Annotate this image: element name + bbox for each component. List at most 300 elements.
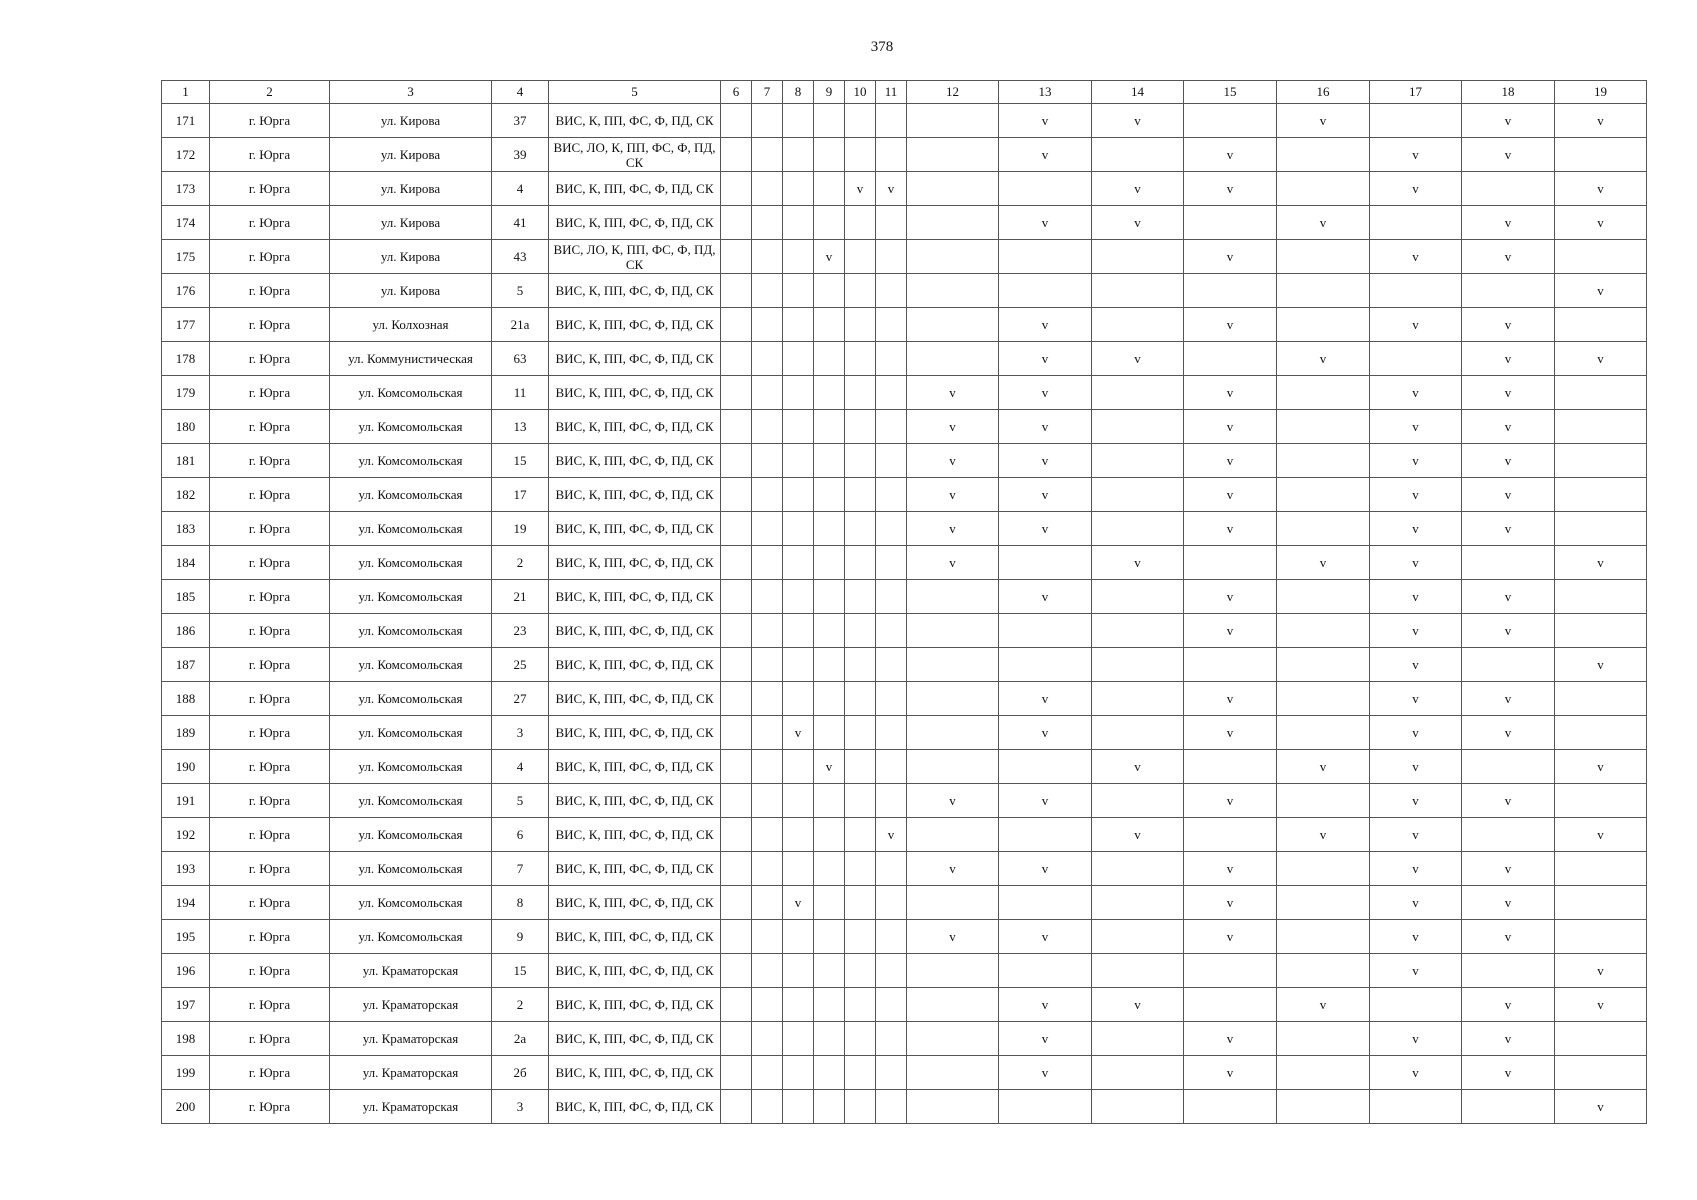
check-mark-cell: v (1370, 512, 1462, 546)
empty-cell (1555, 240, 1647, 274)
city-cell: г. Юрга (210, 1056, 330, 1090)
empty-cell (907, 1090, 999, 1124)
empty-cell (845, 682, 876, 716)
table-row (162, 1056, 1647, 1090)
check-mark-cell: v (1370, 920, 1462, 954)
empty-cell (999, 614, 1092, 648)
empty-cell (1092, 1090, 1184, 1124)
empty-cell (876, 614, 907, 648)
column-header: 16 (1277, 81, 1370, 104)
house-number-cell: 43 (492, 240, 549, 274)
empty-cell (721, 818, 752, 852)
check-mark-cell: v (907, 478, 999, 512)
empty-cell (1184, 104, 1277, 138)
check-mark-cell: v (1277, 818, 1370, 852)
check-mark-cell: v (1184, 682, 1277, 716)
table-row (162, 886, 1647, 920)
empty-cell (721, 682, 752, 716)
empty-cell (845, 104, 876, 138)
column-header: 13 (999, 81, 1092, 104)
check-mark-cell: v (1555, 206, 1647, 240)
check-mark-cell: v (1184, 240, 1277, 274)
row-number-cell: 181 (162, 444, 210, 478)
empty-cell (814, 580, 845, 614)
empty-cell (999, 274, 1092, 308)
check-mark-cell: v (1370, 750, 1462, 784)
empty-cell (721, 410, 752, 444)
empty-cell (721, 172, 752, 206)
check-mark-cell: v (845, 172, 876, 206)
check-mark-cell: v (907, 546, 999, 580)
empty-cell (999, 750, 1092, 784)
street-cell: ул. Комсомольская (330, 410, 492, 444)
data-table (161, 80, 1647, 1124)
empty-cell (1277, 920, 1370, 954)
empty-cell (783, 954, 814, 988)
check-mark-cell: v (1092, 172, 1184, 206)
city-cell: г. Юрга (210, 614, 330, 648)
work-types-cell: ВИС, К, ПП, ФС, Ф, ПД, СК (549, 716, 721, 750)
empty-cell (999, 818, 1092, 852)
empty-cell (1370, 988, 1462, 1022)
empty-cell (876, 1056, 907, 1090)
empty-cell (752, 954, 783, 988)
check-mark-cell: v (999, 444, 1092, 478)
empty-cell (783, 274, 814, 308)
empty-cell (783, 988, 814, 1022)
check-mark-cell: v (1092, 750, 1184, 784)
check-mark-cell: v (907, 410, 999, 444)
empty-cell (783, 1056, 814, 1090)
check-mark-cell: v (1092, 104, 1184, 138)
check-mark-cell: v (876, 818, 907, 852)
empty-cell (1277, 410, 1370, 444)
empty-cell (814, 886, 845, 920)
empty-cell (814, 342, 845, 376)
row-number-cell: 192 (162, 818, 210, 852)
empty-cell (752, 376, 783, 410)
work-types-cell: ВИС, К, ПП, ФС, Ф, ПД, СК (549, 274, 721, 308)
table-row (162, 818, 1647, 852)
row-number-cell: 179 (162, 376, 210, 410)
empty-cell (1555, 614, 1647, 648)
city-cell: г. Юрга (210, 376, 330, 410)
check-mark-cell: v (1462, 478, 1555, 512)
empty-cell (752, 1056, 783, 1090)
check-mark-cell: v (1277, 546, 1370, 580)
empty-cell (1555, 138, 1647, 172)
table-row (162, 546, 1647, 580)
work-types-cell: ВИС, К, ПП, ФС, Ф, ПД, СК (549, 308, 721, 342)
empty-cell (1092, 784, 1184, 818)
check-mark-cell: v (1462, 988, 1555, 1022)
page-number: 378 (870, 39, 894, 55)
work-types-cell: ВИС, К, ПП, ФС, Ф, ПД, СК (549, 682, 721, 716)
empty-cell (876, 376, 907, 410)
house-number-cell: 2б (492, 1056, 549, 1090)
empty-cell (845, 818, 876, 852)
row-number-cell: 176 (162, 274, 210, 308)
check-mark-cell: v (1370, 682, 1462, 716)
city-cell: г. Юрга (210, 410, 330, 444)
column-header: 17 (1370, 81, 1462, 104)
table-row (162, 138, 1647, 172)
empty-cell (1277, 580, 1370, 614)
empty-cell (814, 478, 845, 512)
empty-cell (814, 138, 845, 172)
empty-cell (752, 648, 783, 682)
empty-cell (1277, 1090, 1370, 1124)
check-mark-cell: v (1184, 784, 1277, 818)
check-mark-cell: v (1370, 172, 1462, 206)
empty-cell (1184, 274, 1277, 308)
empty-cell (752, 988, 783, 1022)
empty-cell (1370, 342, 1462, 376)
table-row (162, 206, 1647, 240)
check-mark-cell: v (999, 512, 1092, 546)
work-types-cell: ВИС, К, ПП, ФС, Ф, ПД, СК (549, 886, 721, 920)
empty-cell (845, 988, 876, 1022)
city-cell: г. Юрга (210, 274, 330, 308)
empty-cell (1092, 614, 1184, 648)
row-number-cell: 193 (162, 852, 210, 886)
empty-cell (907, 716, 999, 750)
empty-cell (721, 104, 752, 138)
empty-cell (845, 342, 876, 376)
empty-cell (907, 818, 999, 852)
column-header: 7 (752, 81, 783, 104)
check-mark-cell: v (1184, 478, 1277, 512)
empty-cell (1092, 444, 1184, 478)
street-cell: ул. Комсомольская (330, 648, 492, 682)
row-number-cell: 199 (162, 1056, 210, 1090)
check-mark-cell: v (1370, 954, 1462, 988)
column-header: 3 (330, 81, 492, 104)
empty-cell (752, 784, 783, 818)
empty-cell (814, 954, 845, 988)
house-number-cell: 41 (492, 206, 549, 240)
row-number-cell: 182 (162, 478, 210, 512)
empty-cell (876, 784, 907, 818)
empty-cell (1555, 1056, 1647, 1090)
empty-cell (1092, 478, 1184, 512)
row-number-cell: 184 (162, 546, 210, 580)
work-types-cell: ВИС, К, ПП, ФС, Ф, ПД, СК (549, 410, 721, 444)
empty-cell (1092, 1022, 1184, 1056)
empty-cell (752, 716, 783, 750)
work-types-cell: ВИС, К, ПП, ФС, Ф, ПД, СК (549, 580, 721, 614)
empty-cell (1277, 1056, 1370, 1090)
table-body (162, 104, 1647, 1124)
empty-cell (1092, 512, 1184, 546)
empty-cell (1184, 988, 1277, 1022)
empty-cell (721, 274, 752, 308)
check-mark-cell: v (1370, 546, 1462, 580)
empty-cell (907, 308, 999, 342)
empty-cell (845, 138, 876, 172)
row-number-cell: 191 (162, 784, 210, 818)
empty-cell (783, 138, 814, 172)
empty-cell (1092, 1056, 1184, 1090)
street-cell: ул. Кирова (330, 240, 492, 274)
empty-cell (1277, 784, 1370, 818)
column-header: 4 (492, 81, 549, 104)
empty-cell (1184, 1090, 1277, 1124)
house-number-cell: 9 (492, 920, 549, 954)
street-cell: ул. Кирова (330, 138, 492, 172)
empty-cell (876, 682, 907, 716)
check-mark-cell: v (1462, 512, 1555, 546)
empty-cell (999, 546, 1092, 580)
empty-cell (845, 1056, 876, 1090)
empty-cell (1462, 954, 1555, 988)
empty-cell (876, 274, 907, 308)
house-number-cell: 7 (492, 852, 549, 886)
work-types-cell: ВИС, К, ПП, ФС, Ф, ПД, СК (549, 852, 721, 886)
check-mark-cell: v (1092, 818, 1184, 852)
empty-cell (1370, 274, 1462, 308)
empty-cell (845, 512, 876, 546)
empty-cell (876, 716, 907, 750)
check-mark-cell: v (1370, 478, 1462, 512)
empty-cell (814, 852, 845, 886)
work-types-cell: ВИС, К, ПП, ФС, Ф, ПД, СК (549, 818, 721, 852)
city-cell: г. Юрга (210, 512, 330, 546)
empty-cell (1277, 308, 1370, 342)
empty-cell (1092, 240, 1184, 274)
empty-cell (907, 240, 999, 274)
city-cell: г. Юрга (210, 104, 330, 138)
column-header: 18 (1462, 81, 1555, 104)
table-row (162, 376, 1647, 410)
work-types-cell: ВИС, К, ПП, ФС, Ф, ПД, СК (549, 1090, 721, 1124)
city-cell: г. Юрга (210, 818, 330, 852)
empty-cell (721, 784, 752, 818)
table-row (162, 682, 1647, 716)
check-mark-cell: v (907, 376, 999, 410)
empty-cell (876, 750, 907, 784)
empty-cell (845, 410, 876, 444)
street-cell: ул. Краматорская (330, 988, 492, 1022)
empty-cell (876, 342, 907, 376)
row-number-cell: 197 (162, 988, 210, 1022)
check-mark-cell: v (1184, 716, 1277, 750)
empty-cell (721, 580, 752, 614)
work-types-cell: ВИС, К, ПП, ФС, Ф, ПД, СК (549, 988, 721, 1022)
empty-cell (845, 444, 876, 478)
street-cell: ул. Комсомольская (330, 376, 492, 410)
check-mark-cell: v (1370, 1056, 1462, 1090)
city-cell: г. Юрга (210, 240, 330, 274)
work-types-cell: ВИС, К, ПП, ФС, Ф, ПД, СК (549, 750, 721, 784)
column-header: 15 (1184, 81, 1277, 104)
check-mark-cell: v (783, 886, 814, 920)
empty-cell (1092, 308, 1184, 342)
empty-cell (1370, 104, 1462, 138)
check-mark-cell: v (1462, 784, 1555, 818)
house-number-cell: 11 (492, 376, 549, 410)
empty-cell (814, 546, 845, 580)
empty-cell (876, 512, 907, 546)
street-cell: ул. Комсомольская (330, 682, 492, 716)
check-mark-cell: v (1184, 138, 1277, 172)
empty-cell (783, 648, 814, 682)
city-cell: г. Юрга (210, 342, 330, 376)
empty-cell (783, 614, 814, 648)
empty-cell (1184, 648, 1277, 682)
street-cell: ул. Кирова (330, 206, 492, 240)
empty-cell (1370, 1090, 1462, 1124)
empty-cell (907, 580, 999, 614)
check-mark-cell: v (999, 716, 1092, 750)
check-mark-cell: v (1555, 988, 1647, 1022)
check-mark-cell: v (999, 138, 1092, 172)
table-row (162, 580, 1647, 614)
empty-cell (907, 206, 999, 240)
empty-cell (752, 172, 783, 206)
empty-cell (876, 104, 907, 138)
check-mark-cell: v (1184, 376, 1277, 410)
check-mark-cell: v (1277, 988, 1370, 1022)
check-mark-cell: v (1462, 852, 1555, 886)
empty-cell (814, 682, 845, 716)
empty-cell (814, 444, 845, 478)
check-mark-cell: v (1370, 240, 1462, 274)
street-cell: ул. Коммунистическая (330, 342, 492, 376)
empty-cell (814, 1022, 845, 1056)
empty-cell (1462, 1090, 1555, 1124)
row-number-cell: 198 (162, 1022, 210, 1056)
row-number-cell: 187 (162, 648, 210, 682)
empty-cell (907, 172, 999, 206)
empty-cell (1555, 784, 1647, 818)
city-cell: г. Юрга (210, 478, 330, 512)
house-number-cell: 2 (492, 988, 549, 1022)
empty-cell (814, 648, 845, 682)
table-row (162, 410, 1647, 444)
empty-cell (845, 308, 876, 342)
check-mark-cell: v (1555, 274, 1647, 308)
empty-cell (1555, 512, 1647, 546)
empty-cell (876, 444, 907, 478)
empty-cell (845, 206, 876, 240)
house-number-cell: 6 (492, 818, 549, 852)
check-mark-cell: v (1184, 580, 1277, 614)
house-number-cell: 4 (492, 750, 549, 784)
empty-cell (907, 342, 999, 376)
empty-cell (907, 886, 999, 920)
empty-cell (1277, 138, 1370, 172)
street-cell: ул. Краматорская (330, 1056, 492, 1090)
table-row (162, 920, 1647, 954)
empty-cell (907, 1022, 999, 1056)
empty-cell (1184, 818, 1277, 852)
table-row (162, 716, 1647, 750)
empty-cell (1277, 1022, 1370, 1056)
empty-cell (1277, 852, 1370, 886)
empty-cell (783, 308, 814, 342)
empty-cell (752, 274, 783, 308)
empty-cell (721, 716, 752, 750)
check-mark-cell: v (1462, 206, 1555, 240)
table-row (162, 648, 1647, 682)
empty-cell (1092, 410, 1184, 444)
check-mark-cell: v (783, 716, 814, 750)
check-mark-cell: v (999, 580, 1092, 614)
check-mark-cell: v (999, 852, 1092, 886)
work-types-cell: ВИС, К, ПП, ФС, Ф, ПД, СК (549, 444, 721, 478)
check-mark-cell: v (1370, 580, 1462, 614)
empty-cell (783, 1090, 814, 1124)
table-row (162, 172, 1647, 206)
check-mark-cell: v (1555, 750, 1647, 784)
street-cell: ул. Комсомольская (330, 614, 492, 648)
check-mark-cell: v (999, 920, 1092, 954)
empty-cell (783, 478, 814, 512)
check-mark-cell: v (1184, 1056, 1277, 1090)
empty-cell (783, 852, 814, 886)
street-cell: ул. Комсомольская (330, 512, 492, 546)
empty-cell (845, 954, 876, 988)
work-types-cell: ВИС, К, ПП, ФС, Ф, ПД, СК (549, 206, 721, 240)
empty-cell (814, 308, 845, 342)
table-row (162, 308, 1647, 342)
house-number-cell: 21а (492, 308, 549, 342)
empty-cell (752, 138, 783, 172)
check-mark-cell: v (1092, 546, 1184, 580)
check-mark-cell: v (1462, 342, 1555, 376)
check-mark-cell: v (876, 172, 907, 206)
empty-cell (814, 716, 845, 750)
street-cell: ул. Комсомольская (330, 750, 492, 784)
check-mark-cell: v (1462, 614, 1555, 648)
empty-cell (783, 512, 814, 546)
empty-cell (907, 614, 999, 648)
empty-cell (845, 716, 876, 750)
table-row (162, 274, 1647, 308)
check-mark-cell: v (1184, 1022, 1277, 1056)
check-mark-cell: v (1462, 104, 1555, 138)
city-cell: г. Юрга (210, 750, 330, 784)
empty-cell (1092, 682, 1184, 716)
city-cell: г. Юрга (210, 682, 330, 716)
column-header: 8 (783, 81, 814, 104)
table-row (162, 104, 1647, 138)
check-mark-cell: v (1462, 580, 1555, 614)
empty-cell (783, 580, 814, 614)
empty-cell (876, 954, 907, 988)
empty-cell (845, 852, 876, 886)
check-mark-cell: v (1370, 818, 1462, 852)
table-row (162, 240, 1647, 274)
check-mark-cell: v (907, 920, 999, 954)
empty-cell (814, 512, 845, 546)
empty-cell (1555, 920, 1647, 954)
work-types-cell: ВИС, К, ПП, ФС, Ф, ПД, СК (549, 478, 721, 512)
work-types-cell: ВИС, К, ПП, ФС, Ф, ПД, СК (549, 342, 721, 376)
empty-cell (845, 784, 876, 818)
city-cell: г. Юрга (210, 546, 330, 580)
empty-cell (752, 818, 783, 852)
empty-cell (1092, 852, 1184, 886)
check-mark-cell: v (1184, 852, 1277, 886)
city-cell: г. Юрга (210, 444, 330, 478)
empty-cell (876, 478, 907, 512)
house-number-cell: 39 (492, 138, 549, 172)
empty-cell (1462, 750, 1555, 784)
city-cell: г. Юрга (210, 954, 330, 988)
row-number-cell: 178 (162, 342, 210, 376)
